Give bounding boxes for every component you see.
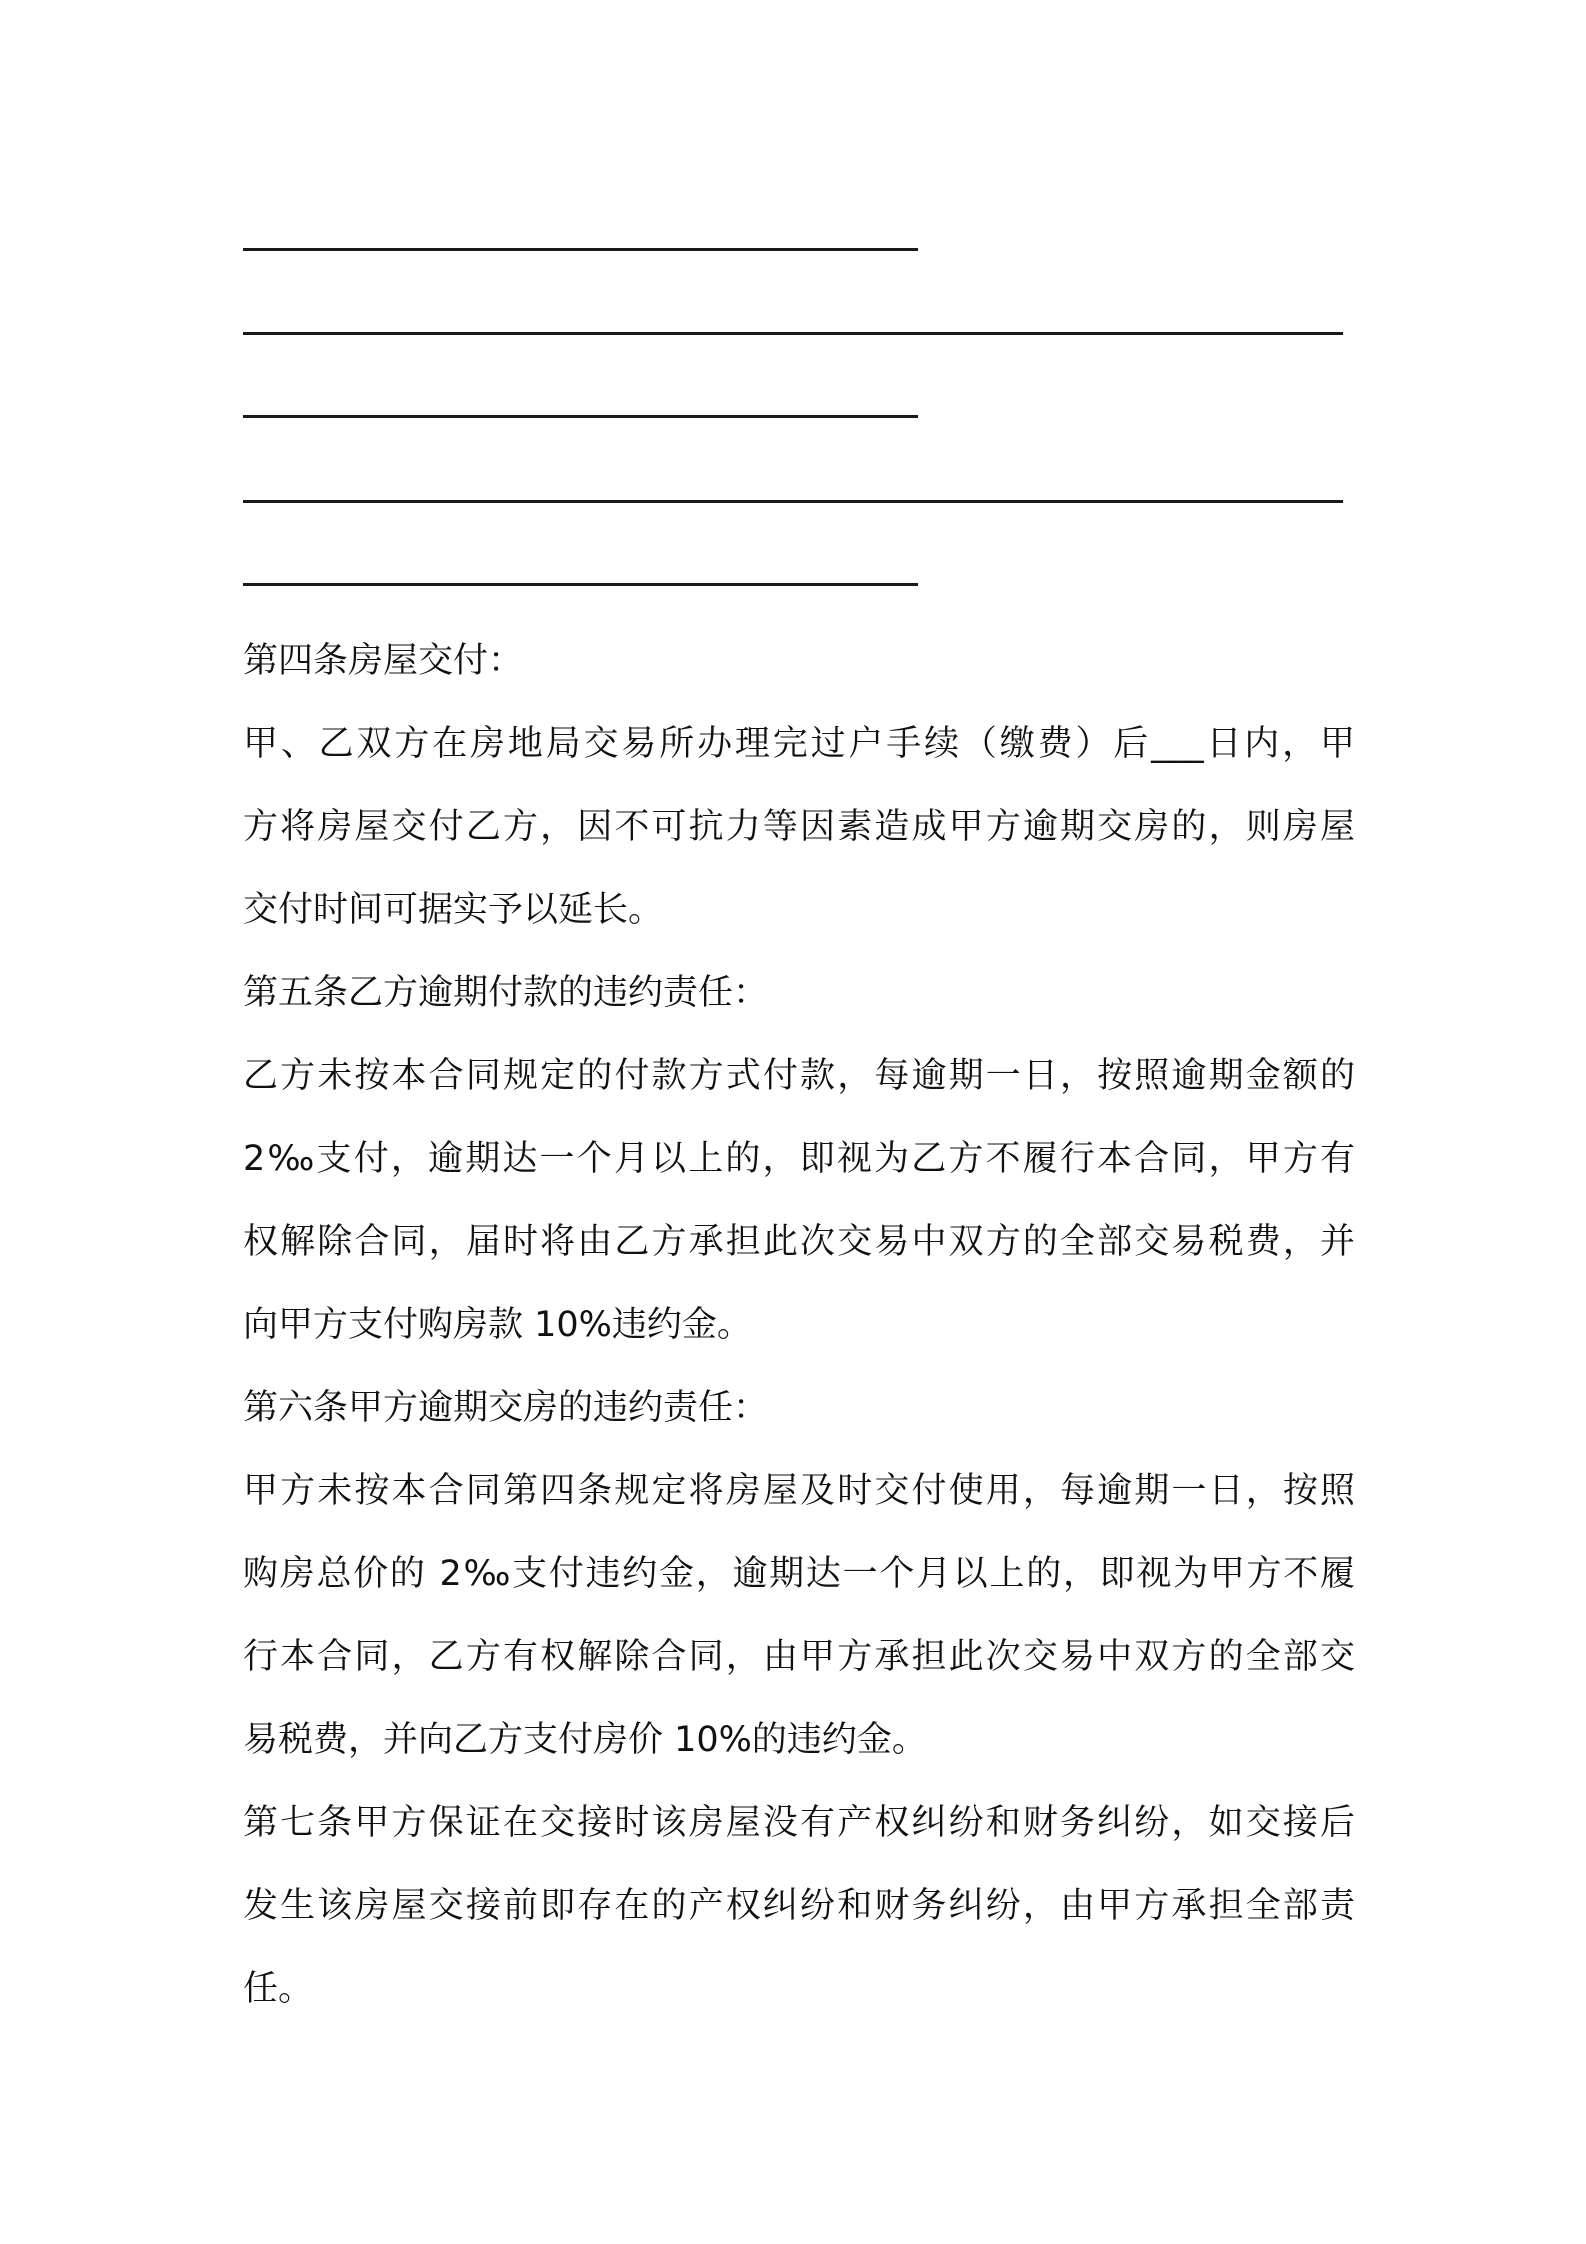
article5-line: 2‰支付，逾期达一个月以上的，即视为乙方不履行本合同，甲方有 [243, 1139, 1355, 1179]
article5-line: 乙方未按本合同规定的付款方式付款，每逾期一日，按照逾期金额的 [243, 1056, 1355, 1096]
blank-fill-line [243, 500, 1343, 503]
article5-line: 向甲方支付购房款 10%违约金。 [243, 1305, 752, 1345]
article4-heading: 第四条房屋交付： [243, 641, 524, 681]
article4-line: 交付时间可据实予以延长。 [243, 890, 664, 930]
article4-line: 甲、乙双方在房地局交易所办理完过户手续（缴费）后___日内，甲 [243, 724, 1355, 764]
article7-line: 任。 [243, 1969, 314, 2009]
article6-line: 行本合同，乙方有权解除合同，由甲方承担此次交易中双方的全部交 [243, 1637, 1355, 1677]
article7-line: 第七条甲方保证在交接时该房屋没有产权纠纷和财务纠纷，如交接后 [243, 1803, 1355, 1843]
contract-body [243, 620, 1355, 2031]
blank-fill-line [243, 332, 1343, 335]
article6-line: 购房总价的 2‰支付违约金，逾期达一个月以上的，即视为甲方不履 [243, 1554, 1355, 1594]
article7-line: 发生该房屋交接前即存在的产权纠纷和财务纠纷，由甲方承担全部责 [243, 1886, 1355, 1926]
article6-heading: 第六条甲方逾期交房的违约责任： [243, 1388, 769, 1428]
article5-line: 权解除合同，届时将由乙方承担此次交易中双方的全部交易税费，并 [243, 1222, 1355, 1262]
article6-line: 易税费，并向乙方支付房价 10%的违约金。 [243, 1720, 927, 1760]
blank-fill-line [243, 248, 918, 251]
blank-fill-line [243, 583, 918, 586]
article4-line: 方将房屋交付乙方，因不可抗力等因素造成甲方逾期交房的，则房屋 [243, 807, 1355, 847]
article6-line: 甲方未按本合同第四条规定将房屋及时交付使用，每逾期一日，按照 [243, 1471, 1355, 1511]
blank-fill-line [243, 415, 918, 418]
article5-heading: 第五条乙方逾期付款的违约责任： [243, 973, 769, 1013]
